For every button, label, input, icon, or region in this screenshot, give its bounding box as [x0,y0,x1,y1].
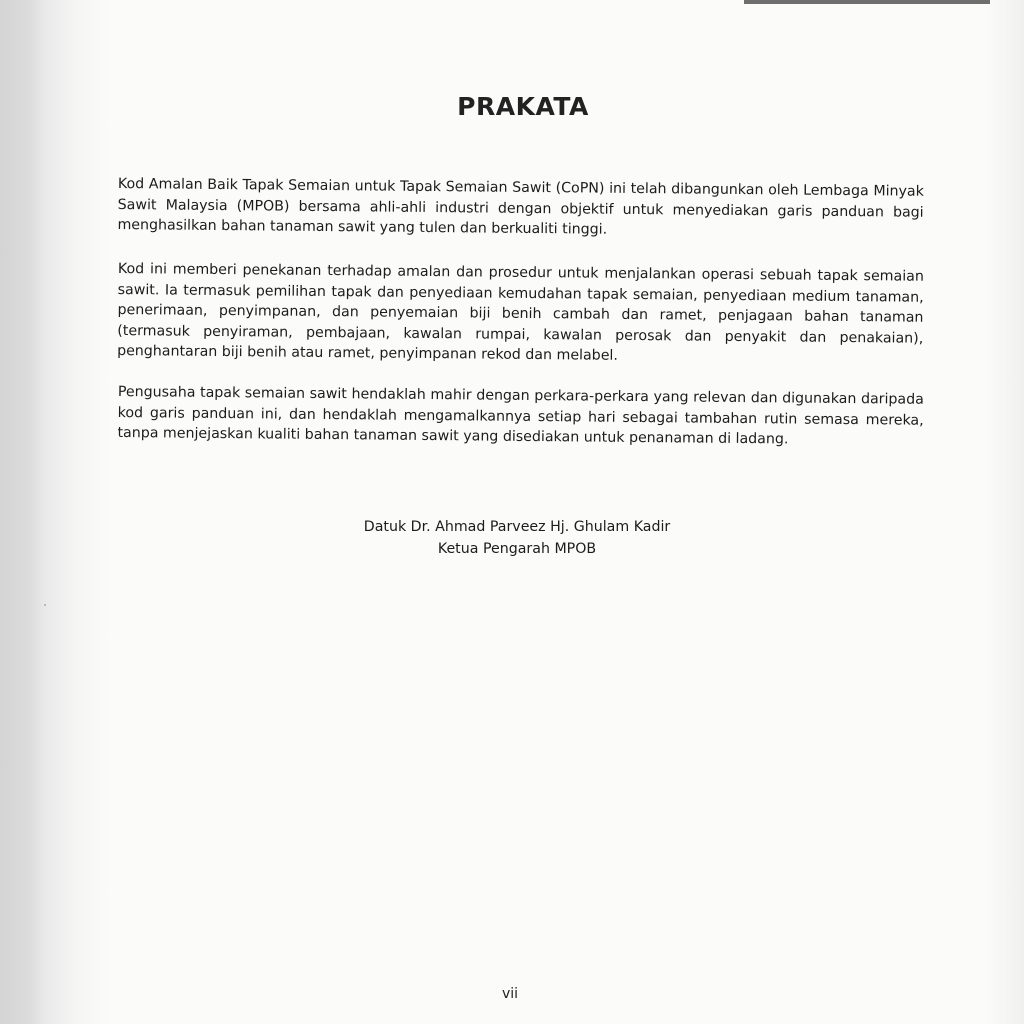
page-title: PRAKATA [457,92,589,121]
signatory-position: Ketua Pengarah MPOB [437,541,597,557]
signatory-name: Datuk Dr. Ahmad Parveez Hj. Ghulam Kadir [363,519,671,535]
paragraph-scope: Kod ini memberi penekanan terhadap amalan dan prosedur untuk menjalankan operasi sebuah tapak semaian sawit. Ia termasuk pemilihan tapak dan penyediaan kemudahan tapak semaian, penyediaan medium tanaman, penerimaan, penyimpanan, dan penyemaian biji benih cambah dan ramet, penjagaan bahan tanaman (termasuk penyiraman, pembajaan, kawalan rumpai, kawalan perosak dan penyakit dan penakaian), penghantaran biji benih atau ramet, penyimpanan rekod dan melabel. [117,260,924,364]
paragraph-operators: Pengusaha tapak semaian sawit hendaklah mahir dengan perkara-perkara yang relevan dan digunakan daripada kod garis panduan ini, dan hendaklah mengamalkannya setiap hari sebagai tambahan rutin semasa mereka, tanpa menjejaskan kualiti bahan tanaman sawit yang disediakan untuk penanaman di ladang. [117,383,924,448]
signature-block [0,516,1024,560]
page-number: vii [501,986,519,1002]
paragraph-intro: Kod Amalan Baik Tapak Semaian untuk Tapak Semaian Sawit (CoPN) ini telah dibangunkan oleh Lembaga Minyak Sawit Malaysia (MPOB) bersama ahli-ahli industri dengan objektif untuk menyediakan garis panduan bagi menghasilkan bahan tanaman sawit yang tulen dan berkualiti tinggi. [117,175,924,238]
